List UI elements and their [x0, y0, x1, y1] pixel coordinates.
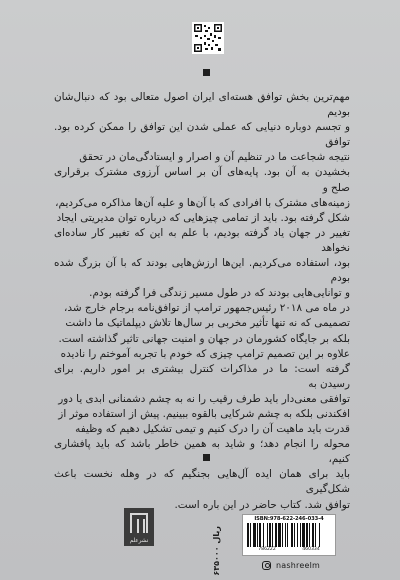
barcode-bar — [312, 523, 314, 547]
barcode-bar — [269, 523, 271, 547]
social-handle — [262, 558, 320, 572]
barcode-bar — [294, 523, 295, 547]
barcode-bar — [272, 523, 273, 547]
isbn-text: ISBN:978-622-246-033-4 — [254, 516, 324, 522]
barcode-bar — [253, 523, 256, 547]
blurb-line: قدرت باید ماهیت آن را درک کنیم و تیمی تشکیل دهیم که وظیفه — [75, 423, 350, 436]
blurb-line: توافقی معنی‌دار باید طرف رقیب را نه به چشم دشمنانی ابدی یا دور — [58, 392, 350, 405]
price-label: ۶۳۵۰۰۰ ریال — [212, 526, 221, 576]
blurb-line: محوله را انجام دهد؛ و شاید به همین خاطر باشد که باید پافشاری کنیم، — [54, 438, 350, 466]
publisher-logo-text: نشرعلم — [129, 538, 149, 544]
barcode-bar — [309, 523, 310, 547]
blurb-line: باید برای همان ایده آل‌هایی بجنگیم که در وهله نخست باعث شکل‌گیری — [54, 468, 350, 496]
barcode-bar — [306, 523, 308, 547]
blurb-line: و توانایی‌هایی بودند که در طول مسیر زندگی فرا گرفته بودم. — [89, 287, 350, 300]
barcode-bar — [263, 523, 264, 547]
blurb-line: و تجسم دوباره دنیایی که عملی شدن این توافق را ممکن کرده بود. توافق — [54, 121, 350, 149]
blurb-line: بلکه بر جایگاه کشورمان در جهان و امنیت جهانی تاثیر گذاشته است. — [58, 332, 350, 345]
barcode-bar — [285, 523, 286, 547]
barcode-bar — [315, 523, 316, 547]
barcode-bar — [319, 523, 320, 547]
barcode-bar — [247, 523, 249, 547]
barcode-bar — [257, 523, 258, 547]
barcode-bar — [300, 523, 301, 547]
blurb-line: بود، استفاده می‌کردیم. این‌ها ارزش‌هایی بودند که با آن بزرگ شده بودم — [54, 257, 350, 285]
blurb-line: تغییر در جهان یاد گرفته بودیم، با علم به این که تغییر کار ساده‌ای نخواهد — [54, 226, 350, 254]
barcode-digits-left: 786222 — [258, 547, 276, 552]
barcode-digits-right: 460334 — [302, 547, 320, 552]
barcode-bars — [247, 523, 331, 547]
barcode-bar — [282, 523, 283, 547]
ornament-square-top — [203, 69, 210, 76]
qr-code-icon — [192, 22, 224, 54]
blurb-line: مهم‌ترین بخش توافق هسته‌ای ایران اصول متعالی بود که دنبال‌شان بودیم — [54, 91, 350, 119]
blurb-line: افکندنی بلکه به چشم شرکایی بالقوه ببینیم. پیش از استفاده موثر از — [58, 407, 350, 420]
publisher-logo — [124, 508, 154, 546]
barcode-bar — [275, 523, 277, 547]
barcode-bar — [287, 523, 288, 547]
blurb-line: گرفته است: ما در مذاکرات کنترل بیشتری بر امور داریم. برای رسیدن به — [54, 362, 350, 390]
blurb-line: زمینه‌های مشترک با افرادی که با آن‌ها و علیه آن‌ها مذاکره می‌کردیم، — [55, 196, 350, 209]
blurb-line: در ماه می ۲۰۱۸ رئیس‌جمهور ترامپ از توافق‌نامه برجام خارج شد، — [64, 302, 350, 315]
isbn-barcode — [242, 514, 336, 556]
instagram-icon — [262, 561, 271, 570]
barcode-bar — [259, 523, 261, 547]
blurb-line: توافق شد. کتاب حاضر در این باره است. — [174, 498, 350, 511]
blurb-line: نتیجه شجاعت ما در تنظیم آن و اصرار و ایستادگی‌مان در تحقق — [79, 151, 350, 164]
barcode-bar — [291, 523, 293, 547]
blurb-line: بخشیدن به آن بود. پایه‌های آن بر اساس آرزوی مشترک برقراری صلح و — [54, 166, 350, 194]
blurb-line: شکل گرفته بود. باید از تمامی چیزهایی که درباره توان مدیریتی ایجاد — [56, 211, 350, 224]
barcode-bar — [302, 523, 305, 547]
barcode-digits — [245, 547, 333, 552]
blurb-line: تصمیمی که نه تنها تأثیر مخربی بر سال‌ها تلاش دیپلماتیک ما داشت — [65, 317, 350, 330]
barcode-bar — [250, 523, 251, 547]
barcode-bar — [267, 523, 268, 547]
blurb-line: علاوه بر این تصمیم ترامپ چیزی که خودم با تجربه آموختم را نادیده — [60, 347, 350, 360]
ornament-square-bottom — [203, 454, 210, 461]
publisher-logo-mark — [130, 513, 148, 533]
social-handle-text: nashreelm — [276, 560, 320, 570]
barcode-bar — [297, 523, 298, 547]
barcode-bar — [278, 523, 281, 547]
back-cover-blurb — [54, 90, 350, 513]
